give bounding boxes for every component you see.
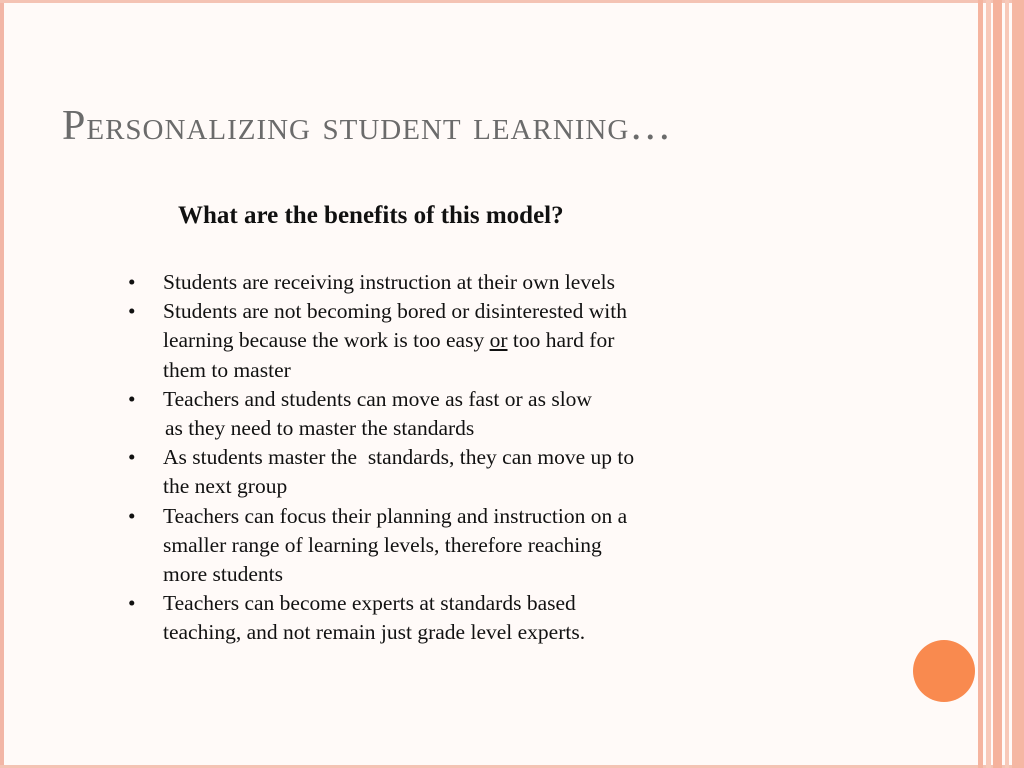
bullet-line: the next group	[163, 474, 288, 499]
emphasis-text: or	[489, 328, 508, 353]
bullet-line	[163, 326, 808, 355]
bullet-line: Teachers and students can move as fast or as slow	[163, 386, 592, 411]
list-item	[128, 385, 808, 443]
list-item	[128, 443, 808, 501]
decorative-stripe	[1005, 0, 1009, 768]
bullet-icon: •	[128, 445, 136, 470]
bullet-line: Students are receiving instruction at their own levels	[163, 270, 615, 294]
bullet-icon: •	[128, 386, 136, 411]
bullet-icon: •	[128, 270, 136, 294]
decorative-stripe	[1012, 0, 1024, 768]
bullet-icon: •	[128, 503, 136, 528]
bullet-line: Teachers can become experts at standards based	[163, 591, 576, 616]
bullet-line: smaller range of learning levels, therefore reaching	[163, 532, 602, 557]
slide-subtitle: What are the benefits of this model?	[178, 202, 564, 229]
bullet-line: them to master	[163, 357, 291, 382]
slide-title: Personalizing student learning…	[62, 103, 673, 149]
bullet-icon: •	[128, 299, 136, 324]
bullet-line: as they need to master the standards	[165, 416, 475, 441]
list-item	[128, 268, 808, 297]
list-item	[128, 297, 808, 385]
benefits-list	[128, 268, 808, 648]
bullet-text: learning because the work is too easy	[163, 328, 490, 353]
decorative-circle	[913, 640, 975, 702]
decorative-stripe	[978, 0, 983, 768]
bullet-text: too hard for	[507, 328, 615, 353]
bullet-line: As students master the standards, they can move up to	[163, 445, 635, 470]
bullet-line: Students are not becoming bored or disinterested with	[163, 299, 627, 324]
list-item	[128, 589, 808, 647]
left-border	[0, 0, 4, 768]
bullet-line: more students	[163, 562, 284, 587]
bullet-line: Teachers can focus their planning and instruction on a	[163, 503, 628, 528]
decorative-stripe	[986, 0, 991, 768]
top-border	[0, 0, 1024, 3]
bullet-icon: •	[128, 591, 136, 616]
bullet-line: teaching, and not remain just grade level experts.	[163, 620, 586, 645]
list-item	[128, 502, 808, 590]
decorative-stripe	[993, 0, 1002, 768]
